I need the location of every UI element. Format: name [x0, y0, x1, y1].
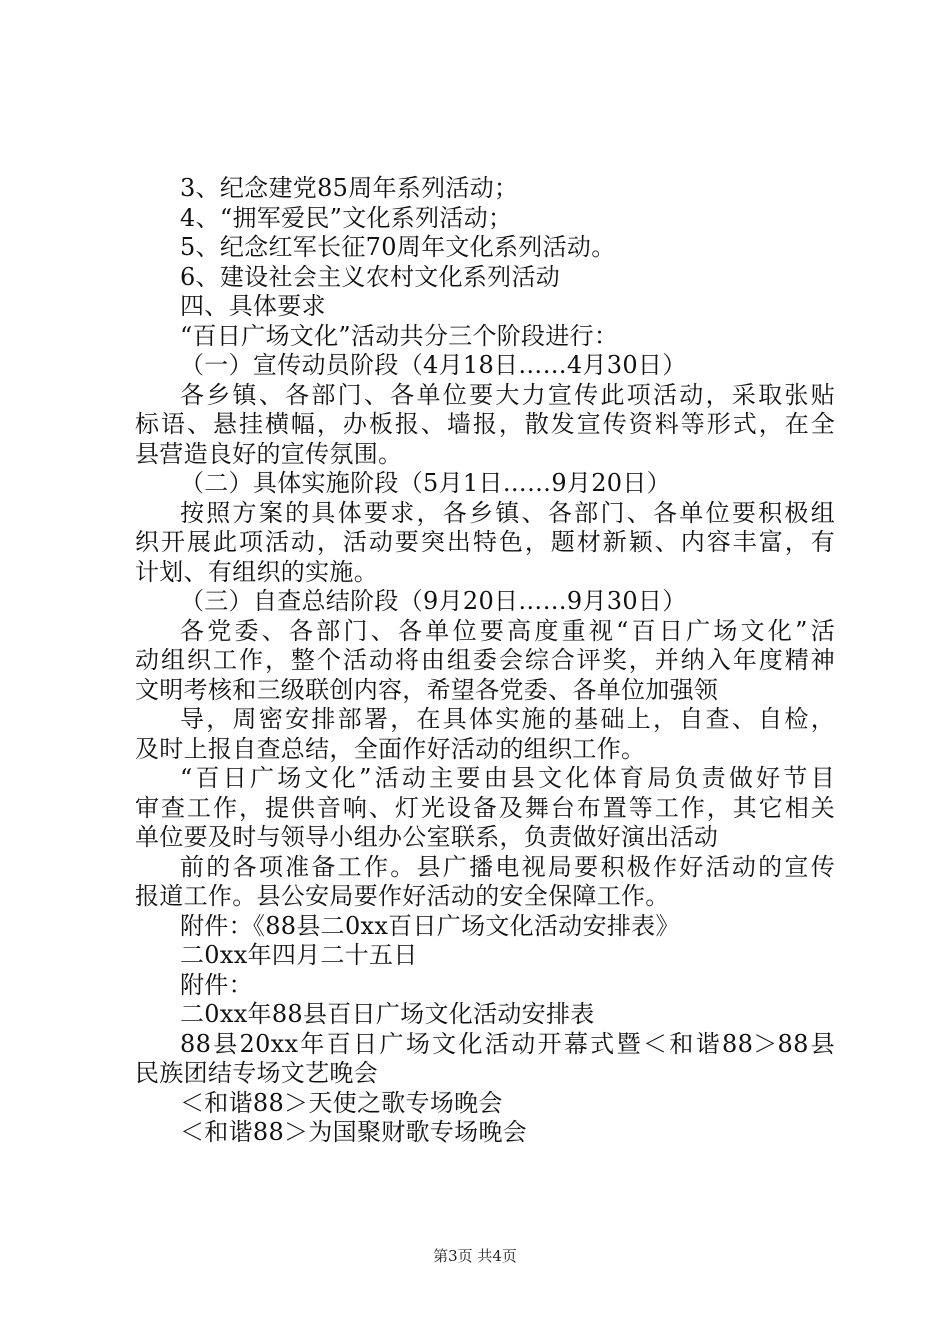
text-line: 3、纪念建党85周年系列活动；: [180, 174, 519, 202]
text-line: 导，周密安排部署，在具体实施的基础上，自查、自检，: [180, 705, 835, 733]
text-line: “百日广场文化”活动共分三个阶段进行：: [180, 321, 619, 350]
text-line: 4、“拥军爱民”文化系列活动；: [180, 203, 513, 232]
text-line: （三）自查总结阶段（9月20日……9月30日）: [180, 587, 687, 615]
text-line: （二）具体实施阶段（5月1日……9月20日）: [180, 469, 671, 497]
text-line: 各党委、各部门、各单位要高度重视“百日广场文化”活: [180, 616, 835, 645]
text-line: 88县20xx年百日广场文化活动开幕式暨＜和谐88＞88县: [180, 1029, 835, 1058]
text-line: 县营造良好的宣传氛围。: [135, 439, 403, 468]
text-line: 5、纪念红军长征70周年文化系列活动。: [180, 233, 616, 261]
text-line: 及时上报自查总结，全面作好活动的组织工作。: [135, 734, 646, 763]
text-line: 审查工作，提供音响、灯光设备及舞台布置等工作，其它相关: [135, 793, 835, 822]
text-line: 四、具体要求: [180, 292, 326, 320]
text-line: ＜和谐88＞为国聚财歌专场晚会: [180, 1118, 528, 1146]
text-line: 单位要及时与领导小组办公室联系，负责做好演出活动: [135, 823, 719, 851]
text-line: 附件：《88县二0xx百日广场文化活动安排表》: [180, 911, 680, 940]
text-line: 计划、有组织的实施。: [135, 557, 378, 586]
text-line: （一）宣传动员阶段（4月18日……4月30日）: [180, 351, 687, 379]
text-line: 民族团结专场文艺晚会: [135, 1059, 378, 1087]
text-line: 动组织工作，整个活动将由组委会综合评奖，并纳入年度精神: [135, 646, 835, 674]
text-line: 前的各项准备工作。县广播电视局要积极作好活动的宣传: [180, 852, 835, 881]
text-line: 文明考核和三级联创内容，希望各党委、各单位加强领: [135, 675, 719, 704]
text-line: 标语、悬挂横幅，办板报、墙报，散发宣传资料等形式，在全: [135, 410, 835, 438]
text-line: 织开展此项活动，活动要突出特色，题材新颖、内容丰富，有: [135, 528, 835, 556]
text-line: 附件：: [180, 970, 253, 999]
text-line: 二0xx年88县百日广场文化活动安排表: [180, 1000, 595, 1028]
text-line: 各乡镇、各部门、各单位要大力宣传此项活动，采取张贴: [180, 380, 835, 409]
document-body: [135, 174, 835, 1148]
text-line: 6、建设社会主义农村文化系列活动: [180, 262, 561, 291]
page-footer: 第3页 共4页: [433, 1247, 517, 1265]
text-line: 报道工作。县公安局要作好活动的安全保障工作。: [135, 882, 670, 910]
text-line: “百日广场文化”活动主要由县文化体育局负责做好节目: [180, 764, 835, 792]
text-line: 二0xx年四月二十五日: [180, 941, 418, 969]
text-line: 按照方案的具体要求，各乡镇、各部门、各单位要积极组: [180, 498, 835, 527]
text-line: ＜和谐88＞天使之歌专场晚会: [180, 1088, 503, 1117]
